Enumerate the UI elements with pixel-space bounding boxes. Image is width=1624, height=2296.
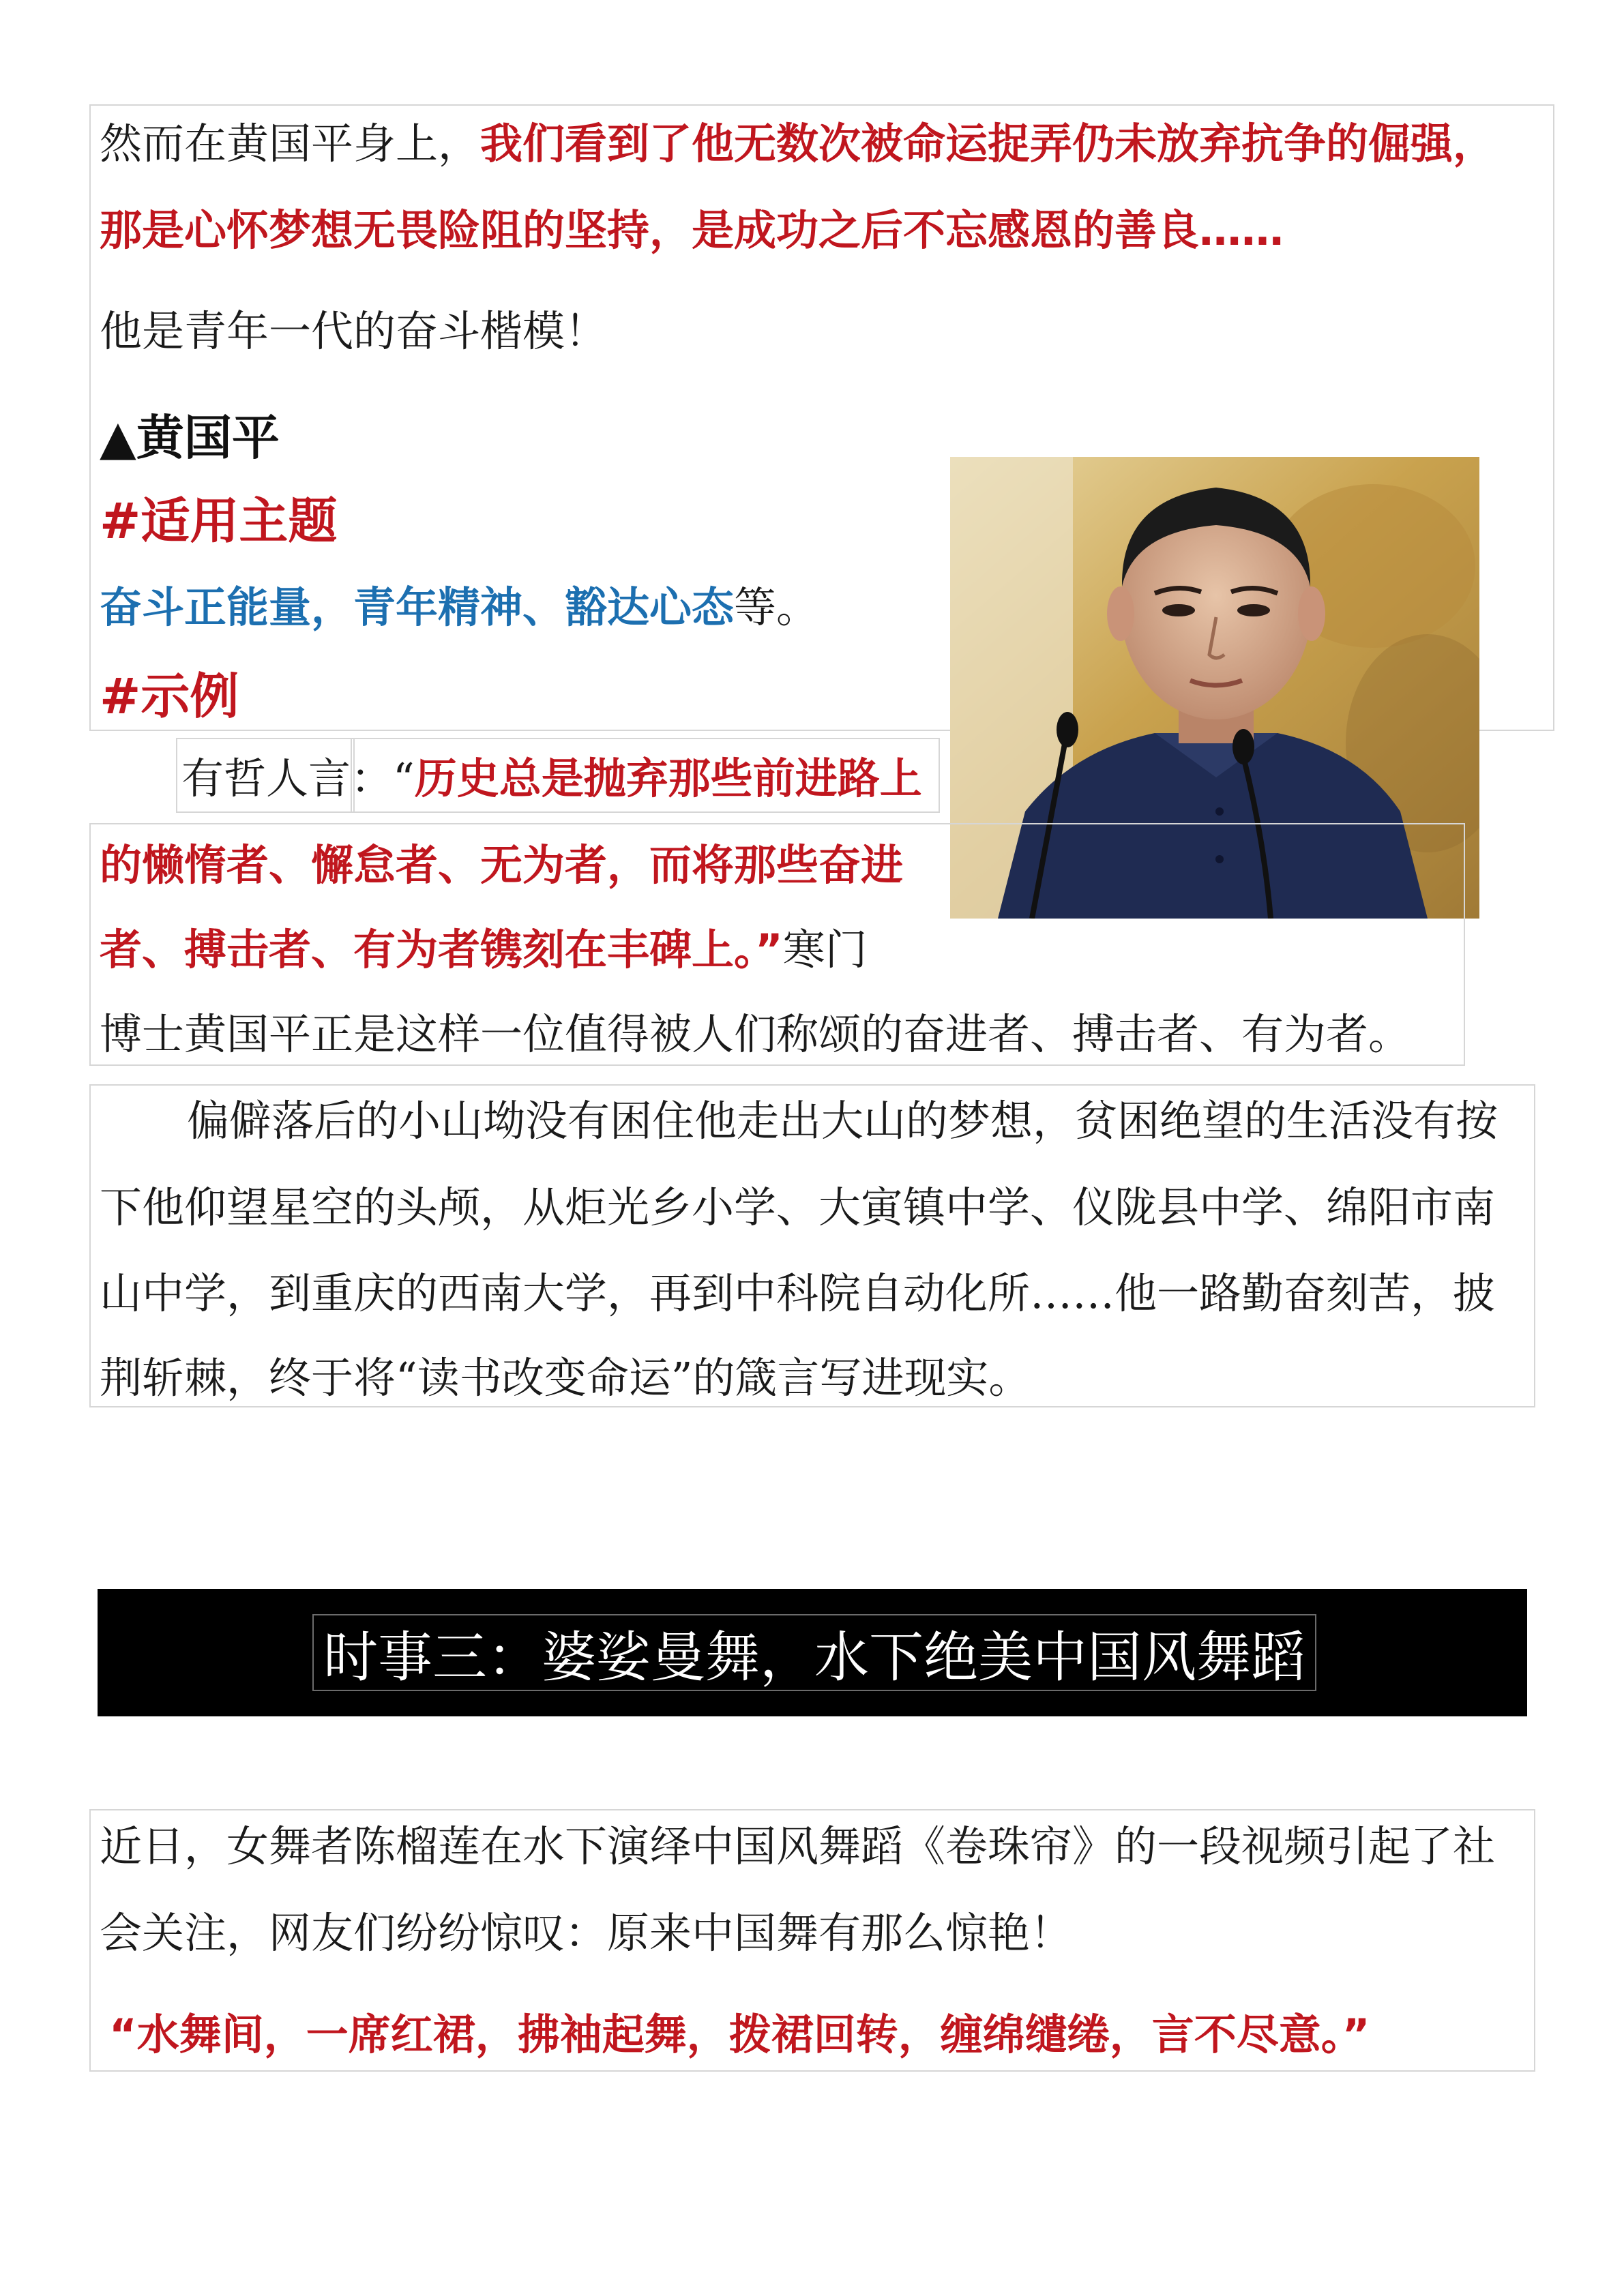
quote-red-line-1: 历史总是抛弃那些前进路上 bbox=[414, 754, 922, 803]
bio-line-3: 山中学，到重庆的西南大学，再到中科院自动化所……他一路勤奋刻苦，披 bbox=[100, 1268, 1496, 1318]
theme-heading: #适用主题 bbox=[100, 492, 338, 550]
quote-prefix: 有哲人言： bbox=[181, 754, 394, 803]
quote-line-3 bbox=[100, 925, 868, 974]
intro-line-1-red: 我们看到了他无数次被命运捉弄仍未放弃抗争的倔强， bbox=[480, 119, 1496, 168]
quote-red-line-2: 的懒惰者、懈怠者、无为者，而将那些奋进 bbox=[100, 840, 904, 890]
news-line-2: 会关注，网友们纷纷惊叹：原来中国舞有那么惊艳！ bbox=[100, 1908, 1073, 1958]
bio-line-2: 下他仰望星空的头颅，从炬光乡小学、大寅镇中学、仪陇县中学、绵阳市南 bbox=[100, 1182, 1496, 1232]
intro-line-1 bbox=[100, 119, 1496, 168]
quote-red-line-3: 者、搏击者、有为者镌刻在丰碑上。” bbox=[100, 925, 783, 974]
person-heading: ▲黄国平 bbox=[100, 410, 280, 466]
example-heading: #示例 bbox=[100, 668, 239, 725]
section-title: 时事三：婆娑曼舞，水下绝美中国风舞蹈 bbox=[312, 1614, 1316, 1691]
section-banner bbox=[98, 1589, 1527, 1716]
news-line-1: 近日，女舞者陈榴莲在水下演绎中国风舞蹈《卷珠帘》的一段视频引起了社 bbox=[100, 1821, 1496, 1871]
quote-line-1 bbox=[181, 754, 922, 803]
bio-line-1: 偏僻落后的小山坳没有困住他走出大山的梦想，贫困绝望的生活没有按 bbox=[187, 1096, 1498, 1146]
intro-line-2: 那是心怀梦想无畏险阻的坚持，是成功之后不忘感恩的善良…… bbox=[100, 205, 1284, 255]
themes-list: 奋斗正能量，青年精神、豁达心态 bbox=[100, 582, 735, 632]
quote-line-4: 博士黄国平正是这样一位值得被人们称颂的奋进者、搏击者、有为者。 bbox=[100, 1009, 1411, 1059]
bio-line-4: 荆斩棘，终于将“读书改变命运”的箴言写进现实。 bbox=[100, 1353, 1031, 1403]
intro-line-3: 他是青年一代的奋斗楷模！ bbox=[100, 306, 608, 356]
themes-tail: 等。 bbox=[734, 582, 819, 632]
news-quote-line: “水舞间，一席红裙，拂袖起舞，拨裙回转，缠绵缱绻，言不尽意。” bbox=[109, 2010, 1370, 2059]
quote-tail: 寒门 bbox=[782, 925, 868, 974]
themes-line bbox=[100, 582, 819, 632]
intro-line-1-plain: 然而在黄国平身上， bbox=[100, 119, 481, 168]
quote-open-mark: “ bbox=[393, 754, 415, 803]
